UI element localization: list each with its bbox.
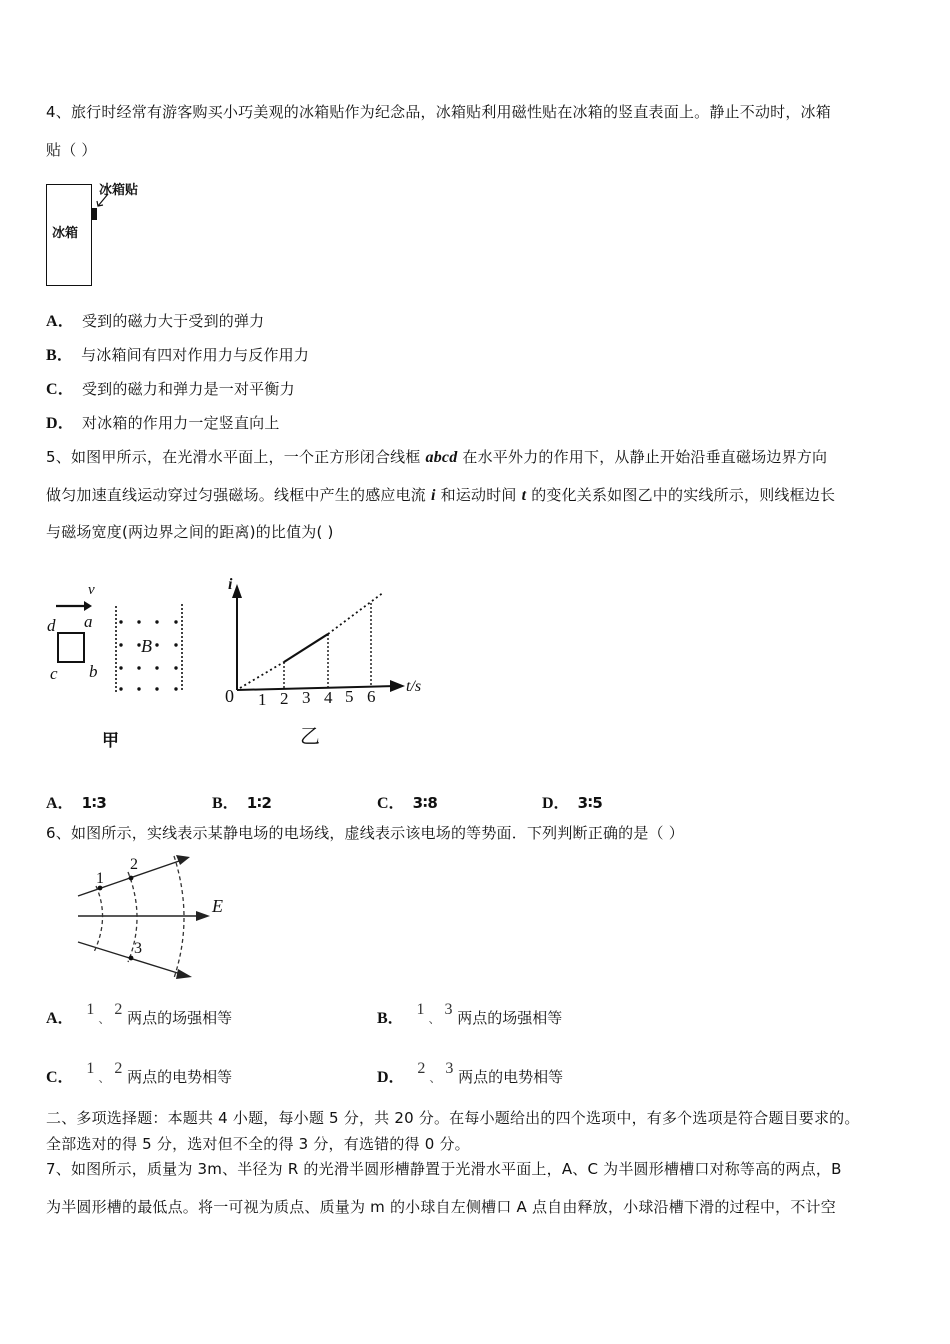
q5-var-i: i [430,487,436,504]
separator: 、 [98,1012,111,1026]
q6-option-d[interactable] [377,1060,564,1087]
point-3-label: 3 [134,940,142,957]
label-B: B [141,636,152,656]
option-letter: B． [377,1010,404,1027]
x-tick-6: 6 [367,687,376,706]
label-b: b [89,662,98,681]
x-tick-4: 4 [324,688,333,707]
option-letter: C． [46,381,74,398]
q6-option-b[interactable] [377,1001,563,1028]
q7-stem-line2 [46,1198,836,1216]
q5-var-abcd: abcd [425,449,458,466]
q5-option-a[interactable] [46,790,107,813]
point-a: 1 [86,1001,95,1018]
q5-text: 如图甲所示，在光滑水平面上，一个正方形闭合线框 [70,448,426,466]
q4-figure-fridge [46,182,156,288]
q5-text: 和运动时间 [435,486,522,504]
section2-scoring [46,1135,470,1153]
q4-stem-line2 [46,141,97,159]
q5-stem-line3 [46,523,334,541]
label-c: c [50,664,58,683]
caption-yi: 乙 [300,724,320,748]
point-b: 3 [444,1001,453,1018]
magnet-label: 冰箱贴 [99,183,139,198]
q4-number: 4、 [46,103,71,121]
label-a: a [84,612,93,631]
q6-option-c[interactable] [46,1060,233,1087]
option-text: 两点的电势相等 [458,1068,564,1086]
point-2-label: 2 [130,856,138,873]
option-text: 1∶3 [81,794,107,812]
q4-text-line1: 旅行时经常有游客购买小巧美观的冰箱贴作为纪念品，冰箱贴利用磁性贴在冰箱的竖直表面上。静止不动时，冰箱 [70,103,831,121]
q4-option-c[interactable] [46,380,295,399]
option-letter: C． [46,1069,74,1086]
point-a: 1 [86,1060,95,1077]
section2-text-line2: 全部选对的得 5 分，选对但不全的得 3 分，有选错的得 0 分。 [46,1135,470,1153]
separator: 、 [98,1071,111,1085]
x-tick-5: 5 [345,687,354,706]
q6-option-a[interactable] [46,1001,233,1028]
q7-stem-line1 [46,1160,842,1178]
option-text: 两点的电势相等 [127,1068,233,1086]
q7-text-line2: 为半圆形槽的最低点。将一可视为质点、质量为 m 的小球自左侧槽口 A 点自由释放，小球沿槽下滑的过程中，不计空 [46,1198,836,1216]
option-letter: A． [46,795,74,812]
q5-number: 5、 [46,448,71,466]
separator: 、 [428,1012,441,1026]
option-letter: B． [46,347,74,364]
q5-figure-yi-chart [218,576,438,752]
y-axis-label: i [228,576,233,593]
field-E-label: E [212,896,223,916]
point-a: 1 [416,1001,425,1018]
option-letter: D． [377,1069,405,1086]
q4-option-a[interactable] [46,312,264,331]
origin-label: 0 [225,686,234,706]
point-b: 2 [114,1001,123,1018]
q5-option-b[interactable] [212,790,272,813]
point-1-label: 1 [96,870,104,887]
q7-text-line1: 7、如图所示，质量为 3m、半径为 R 的光滑半圆形槽静置于光滑水平面上，A、C 为半圆形槽槽口对称等高的两点，B [46,1160,842,1178]
label-v: v [88,582,95,598]
q4-option-b[interactable] [46,346,309,365]
option-text: 两点的场强相等 [457,1009,563,1027]
q5-var-t: t [521,487,527,504]
x-tick-3: 3 [302,688,311,707]
caption-jia: 甲 [102,731,119,751]
option-letter: A． [46,313,74,330]
section2-heading [46,1109,860,1127]
option-text: 与冰箱间有四对作用力与反作用力 [81,346,310,364]
q4-option-d[interactable] [46,414,280,433]
option-text: 3∶8 [412,794,438,812]
option-text: 受到的磁力和弹力是一对平衡力 [81,380,295,398]
q5-text: 的变化关系如图乙中的实线所示，则线框边长 [526,486,836,504]
option-letter: B． [212,795,239,812]
q6-stem [46,824,684,842]
option-text: 1∶2 [246,794,272,812]
field-lines-diagram [70,852,230,982]
q5-text: 做匀加速直线运动穿过匀强磁场。线框中产生的感应电流 [46,486,431,504]
fridge-label: 冰箱 [52,226,79,241]
q6-number: 6、 [46,824,71,842]
option-text: 受到的磁力大于受到的弹力 [81,312,265,330]
q4-stem-line1 [46,103,831,121]
label-d: d [47,616,56,635]
option-text: 两点的场强相等 [127,1009,233,1027]
q4-text-line2: 贴（ ） [46,141,97,159]
q5-stem-line2 [46,486,835,505]
q5-text: 在水平外力的作用下，从静止开始沿垂直磁场边界方向 [457,448,828,466]
q5-option-c[interactable] [377,790,438,813]
q5-option-d[interactable] [542,790,603,813]
magnetic-field-diagram [44,584,194,754]
q5-text: 与磁场宽度(两边界之间的距离)的比值为( ) [46,523,334,541]
q5-stem-line1 [46,448,827,467]
point-b: 2 [114,1060,123,1077]
option-text: 对冰箱的作用力一定竖直向上 [81,414,280,432]
x-tick-2: 2 [280,689,289,708]
option-letter: C． [377,795,405,812]
x-tick-1: 1 [258,690,267,709]
option-letter: D． [46,415,74,432]
option-letter: A． [46,1010,74,1027]
section2-text-line1: 二、多项选择题：本题共 4 小题，每小题 5 分，共 20 分。在每小题给出的四个选项中，有多个选项是符合题目要求的。 [46,1109,860,1127]
q5-figure-jia [44,584,194,754]
option-letter: D． [542,795,570,812]
point-b: 3 [445,1060,454,1077]
q6-text: 如图所示，实线表示某静电场的电场线，虚线表示该电场的等势面．下列判断正确的是（ ） [70,824,684,842]
option-text: 3∶5 [577,794,603,812]
separator: 、 [429,1071,442,1085]
point-a: 2 [417,1060,426,1077]
q6-figure-electric-field [70,852,230,982]
x-axis-label: t/s [406,678,422,695]
current-time-graph [218,582,438,752]
